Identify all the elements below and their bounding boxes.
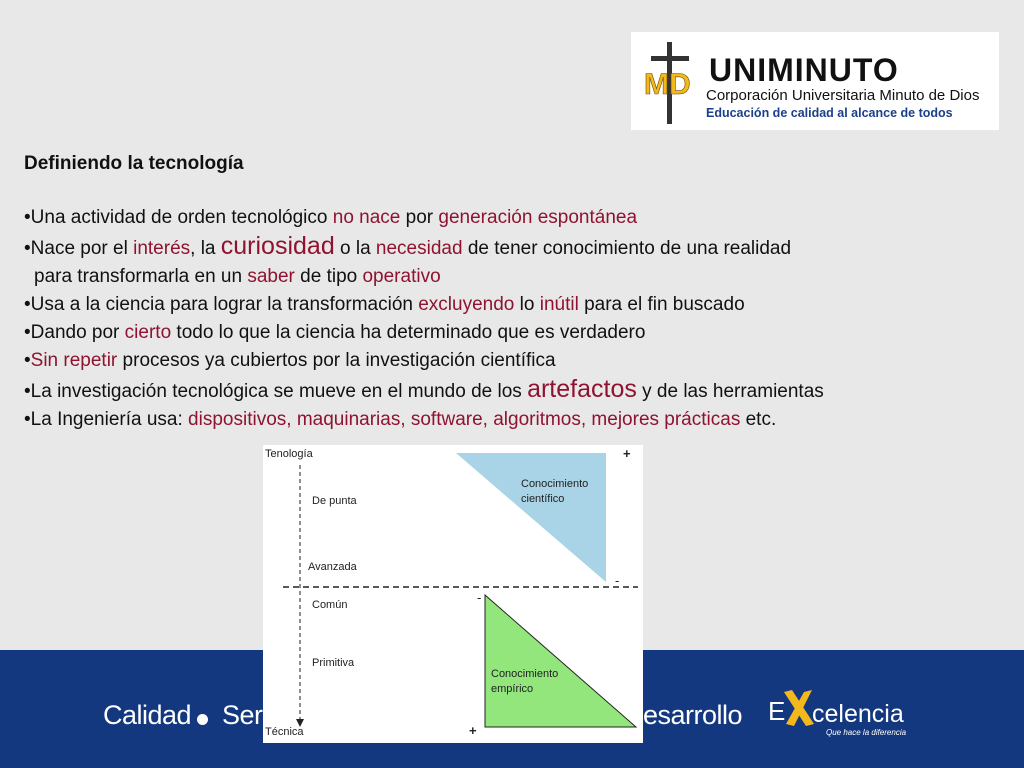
level-comun: Común — [312, 599, 348, 611]
bullet-line-4: •Dando por cierto todo lo que la ciencia ha determinado que es verdadero — [24, 322, 646, 343]
bullet-line-1: •Una actividad de orden tecnológico no nace por generación espontánea — [24, 207, 638, 228]
bullet-line-2: •Nace por el interés, la curiosidad o la necesidad de tener conocimiento de una realidad — [24, 232, 792, 260]
footer-desarrollo-partial: esarrollo — [643, 700, 743, 730]
scientific-label-line-2: científico — [521, 493, 565, 505]
slide-content — [24, 150, 1014, 434]
technology-knowledge-diagram — [263, 445, 643, 743]
excelencia-rest: celencia — [812, 700, 904, 728]
excelencia-x-icon — [782, 688, 816, 728]
excelencia-e: E — [768, 696, 786, 726]
footer-bullet-dot — [197, 714, 208, 725]
bullet-line-3: •Usa a la ciencia para lograr la transformación excluyendo lo inútil para el fin buscado — [24, 294, 745, 315]
axis-label-tenologia: Tenología — [265, 448, 313, 460]
level-avanzada: Avanzada — [308, 561, 357, 573]
scientific-label-line-1: Conocimiento — [521, 478, 589, 490]
minus-empirical: - — [477, 590, 482, 605]
axis-label-tecnica: Técnica — [265, 726, 304, 738]
uniminuto-cross-icon — [641, 42, 699, 124]
logo-subtitle: Corporación Universitaria Minuto de Dios — [706, 87, 980, 104]
bullet-line-7: •La Ingeniería usa: dispositivos, maquinarias, software, algoritmos, mejores prácticas etc. — [24, 409, 777, 430]
logo-tagline: Educación de calidad al alcance de todos — [706, 106, 953, 120]
logo-mark-letters: MD — [644, 68, 691, 101]
footer-calidad: Calidad — [103, 700, 192, 730]
empirical-label-line-1: Conocimiento — [491, 668, 559, 680]
scientific-knowledge-triangle — [456, 453, 606, 582]
minus-scientific: - — [615, 573, 620, 588]
plus-bottom: + — [469, 723, 477, 738]
plus-top-right: + — [623, 446, 631, 461]
footer-ser-partial: Ser — [222, 700, 263, 730]
empirical-label-line-2: empírico — [491, 683, 534, 695]
bullet-line-2-continued: para transformarla en un saber de tipo operativo — [34, 266, 441, 287]
logo-name: UNIMINUTO — [709, 52, 899, 88]
level-primitiva: Primitiva — [312, 657, 355, 669]
slide-title: Definiendo la tecnología — [24, 153, 244, 174]
bullet-line-6: •La investigación tecnológica se mueve en el mundo de los artefactos y de las herramientas — [24, 375, 824, 403]
empirical-knowledge-triangle — [485, 595, 636, 727]
uniminuto-logo — [631, 32, 999, 130]
bullet-line-5: •Sin repetir procesos ya cubiertos por la investigación científica — [24, 350, 556, 371]
level-de-punta: De punta — [312, 495, 357, 507]
excelencia-tagline: Que hace la diferencia — [826, 728, 907, 737]
